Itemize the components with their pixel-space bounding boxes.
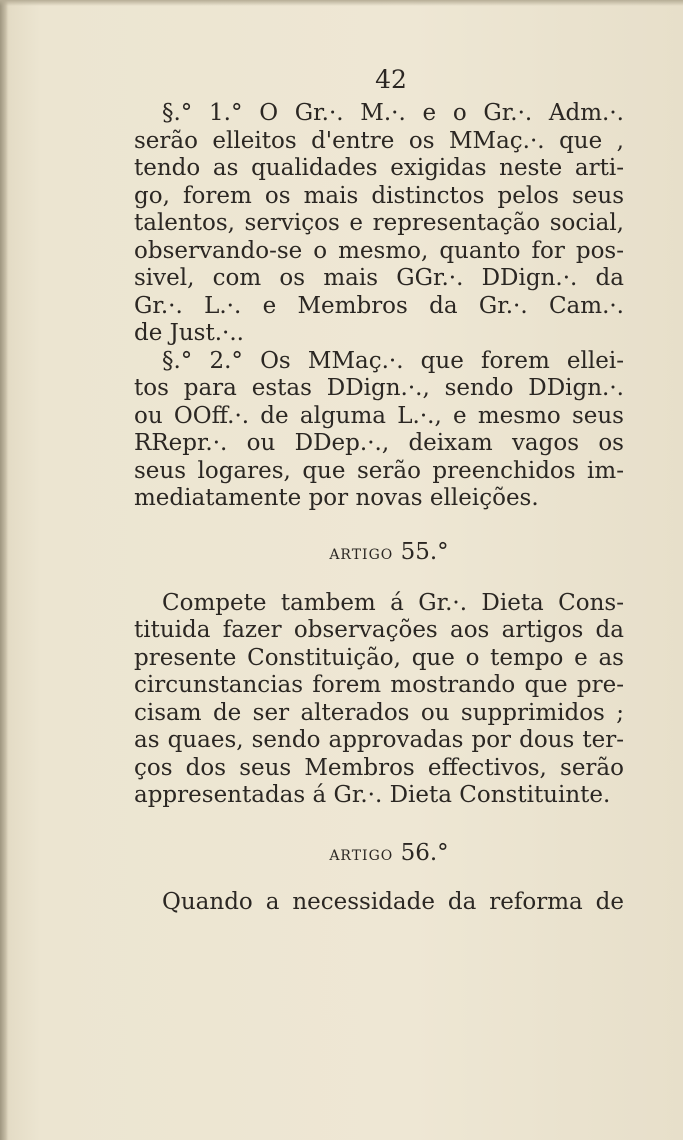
text-line: tendo as qualidades exigidas neste arti- [134, 155, 624, 181]
article-number: 55.° [400, 538, 449, 565]
text-line: tos para estas DDign.·., sendo DDign.·. [134, 375, 624, 401]
page-top-edge [0, 0, 683, 6]
text-line: serão elleitos d'entre os MMaç.·. que , [134, 127, 624, 154]
article-56-heading [134, 839, 624, 867]
text-line: tituida fazer observações aos artigos da [134, 617, 624, 643]
text-line: Quando a necessidade da reforma de [162, 888, 624, 915]
text-line: Compete tambem á Gr.·. Dieta Cons- [162, 589, 624, 616]
text-line: ços dos seus Membros effectivos, serão [134, 754, 624, 781]
text-line: circunstancias forem mostrando que pre- [134, 672, 624, 698]
text-line: seus logares, que serão preenchidos im- [134, 457, 624, 484]
text-line: go, forem os mais distinctos pelos seus [134, 182, 624, 209]
text-line: as quaes, sendo approvadas por dous ter- [134, 727, 624, 753]
article-56-text [134, 889, 624, 917]
paragraph-2 [134, 348, 624, 513]
text-line: de Just.·.. [134, 320, 244, 346]
article-number: 56.° [400, 839, 449, 866]
article-55-heading [134, 538, 624, 566]
article-label: artigo [329, 840, 394, 865]
paragraph-1 [134, 100, 624, 348]
text-line: cisam de ser alterados ou supprimidos ; [134, 699, 624, 726]
page-spine-shadow [0, 0, 8, 1140]
text-line: talentos, serviços e representação social, [134, 210, 624, 236]
text-line: §.° 2.° Os MMaç.·. que forem ellei- [162, 347, 624, 374]
text-line: presente Constituição, que o tempo e as [134, 644, 624, 671]
text-line: appresentadas á Gr.·. Dieta Constituinte. [134, 782, 611, 808]
text-line: ou OOff.·. de alguma L.·., e mesmo seus [134, 402, 624, 429]
text-line: sivel, com os mais GGr.·. DDign.·. da [134, 265, 624, 291]
page-text [134, 62, 624, 916]
text-line: Gr.·. L.·. e Membros da Gr.·. Cam.·. [134, 292, 624, 319]
text-line: mediatamente por novas elleições. [134, 485, 539, 511]
text-line: §.° 1.° O Gr.·. M.·. e o Gr.·. Adm.·. [162, 100, 624, 126]
text-line: observando-se o mesmo, quanto for pos- [134, 237, 624, 264]
page-number: 42 [375, 65, 407, 94]
article-55-text [134, 590, 624, 810]
article-label: artigo [329, 539, 394, 564]
text-line: RRepr.·. ou DDep.·., deixam vagos os [134, 430, 624, 456]
